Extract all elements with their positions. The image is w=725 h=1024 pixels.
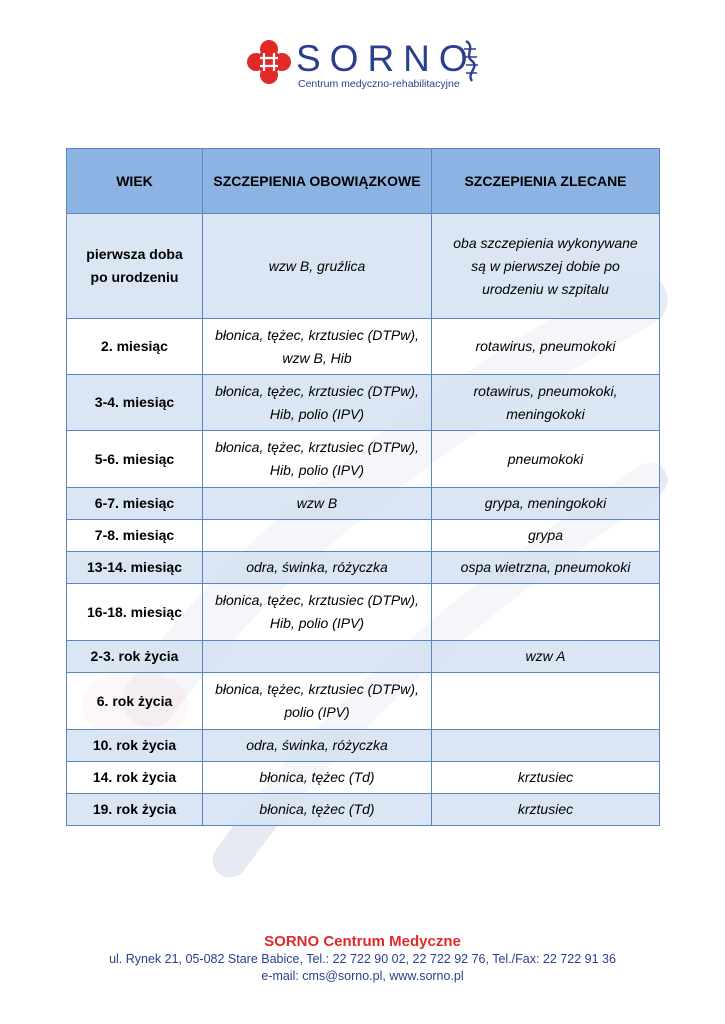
mandatory-cell: błonica, tężec, krztusiec (DTPw), Hib, polio (IPV): [203, 375, 432, 431]
footer-address: ul. Rynek 21, 05-082 Stare Babice, Tel.: 22 722 90 02, 22 722 92 76, Tel./Fax: 22 722 91 36: [109, 952, 616, 966]
table-row: [67, 584, 660, 641]
recommended-cell: pneumokoki: [432, 431, 660, 488]
footer-title: SORNO Centrum Medyczne: [264, 933, 461, 950]
age-cell: 16-18. miesiąc: [67, 584, 203, 641]
recommended-cell: oba szczepienia wykonywane są w pierwszej dobie po urodzeniu w szpitalu: [432, 214, 660, 319]
age-cell: 7-8. miesiąc: [67, 520, 203, 552]
age-cell: pierwsza doba po urodzeniu: [67, 214, 203, 319]
logo-wordmark: SORNO: [296, 38, 477, 79]
table-row: [67, 673, 660, 730]
recommended-cell: rotawirus, pneumokoki, meningokoki: [432, 375, 660, 431]
age-cell: 19. rok życia: [67, 794, 203, 826]
mandatory-cell: wzw B: [203, 488, 432, 520]
table-row: [67, 641, 660, 673]
mandatory-cell: błonica, tężec, krztusiec (DTPw), polio (IPV): [203, 673, 432, 730]
age-cell: 14. rok życia: [67, 762, 203, 794]
recommended-cell: rotawirus, pneumokoki: [432, 319, 660, 375]
medical-cross-icon: [246, 39, 292, 85]
table-row: [67, 488, 660, 520]
mandatory-cell: [203, 520, 432, 552]
age-cell: 3-4. miesiąc: [67, 375, 203, 431]
recommended-cell: grypa: [432, 520, 660, 552]
recommended-cell: krztusiec: [432, 794, 660, 826]
age-cell: 6. rok życia: [67, 673, 203, 730]
age-cell: 5-6. miesiąc: [67, 431, 203, 488]
spine-icon: [460, 39, 482, 83]
table-row: [67, 552, 660, 584]
table-row: [67, 520, 660, 552]
header-mandatory: SZCZEPIENIA OBOWIĄZKOWE: [203, 149, 432, 214]
recommended-cell: ospa wietrzna, pneumokoki: [432, 552, 660, 584]
table-row: [67, 431, 660, 488]
recommended-cell: wzw A: [432, 641, 660, 673]
age-cell: 2-3. rok życia: [67, 641, 203, 673]
mandatory-cell: odra, świnka, różyczka: [203, 552, 432, 584]
header-age: WIEK: [67, 149, 203, 214]
mandatory-cell: błonica, tężec (Td): [203, 762, 432, 794]
mandatory-cell: błonica, tężec (Td): [203, 794, 432, 826]
table-row: [67, 794, 660, 826]
table-row: [67, 730, 660, 762]
table-row: [67, 762, 660, 794]
table-header-row: [67, 149, 660, 214]
mandatory-cell: błonica, tężec, krztusiec (DTPw), Hib, polio (IPV): [203, 431, 432, 488]
logo-subtitle: Centrum medyczno-rehabilitacyjne: [298, 78, 460, 90]
age-cell: 10. rok życia: [67, 730, 203, 762]
recommended-cell: [432, 673, 660, 730]
footer-contact: e-mail: cms@sorno.pl, www.sorno.pl: [261, 969, 464, 983]
mandatory-cell: błonica, tężec, krztusiec (DTPw), wzw B, Hib: [203, 319, 432, 375]
recommended-cell: [432, 584, 660, 641]
mandatory-cell: wzw B, gruźlica: [203, 214, 432, 319]
header-recommended: SZCZEPIENIA ZLECANE: [432, 149, 660, 214]
mandatory-cell: odra, świnka, różyczka: [203, 730, 432, 762]
mandatory-cell: błonica, tężec, krztusiec (DTPw), Hib, polio (IPV): [203, 584, 432, 641]
recommended-cell: grypa, meningokoki: [432, 488, 660, 520]
recommended-cell: krztusiec: [432, 762, 660, 794]
page-footer: [0, 933, 725, 985]
mandatory-cell: [203, 641, 432, 673]
age-cell: 6-7. miesiąc: [67, 488, 203, 520]
sorno-logo: [246, 37, 486, 97]
vaccination-schedule-table: [66, 148, 660, 826]
table-row: [67, 214, 660, 319]
age-cell: 2. miesiąc: [67, 319, 203, 375]
table-row: [67, 319, 660, 375]
age-cell: 13-14. miesiąc: [67, 552, 203, 584]
recommended-cell: [432, 730, 660, 762]
table-row: [67, 375, 660, 431]
